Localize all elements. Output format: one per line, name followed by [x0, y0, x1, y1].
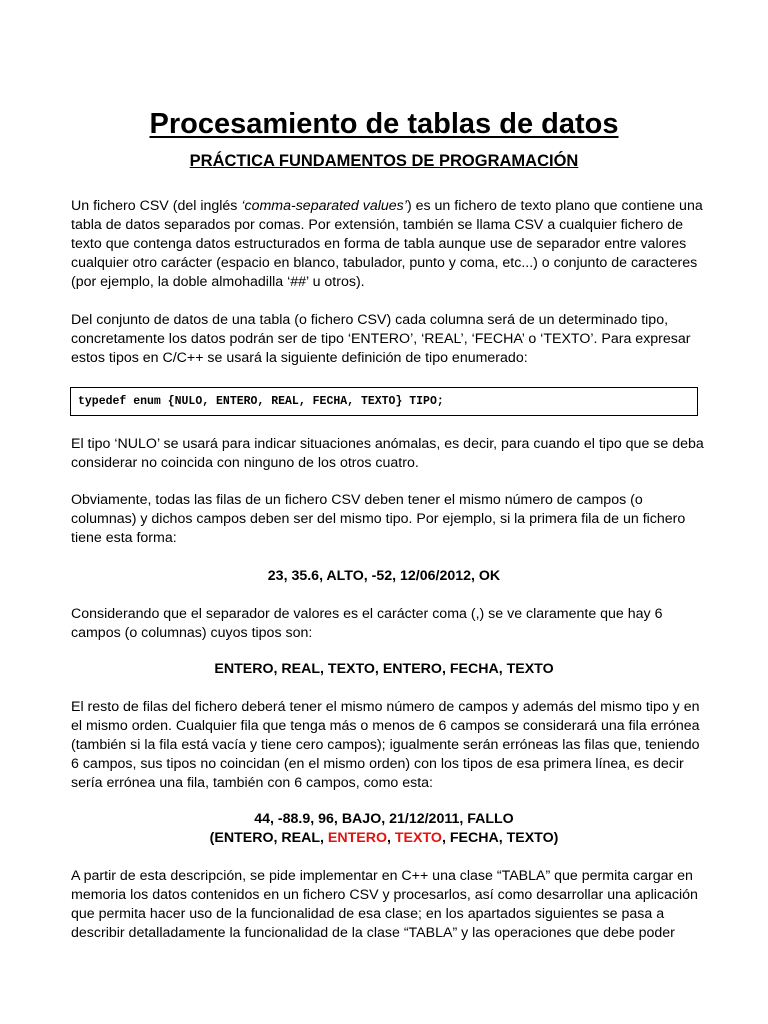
- error-row-example: 44, -88.9, 96, BAJO, 21/12/2011, FALLO: [254, 811, 514, 827]
- highlighted-type: ENTERO: [327, 830, 387, 846]
- example-row: 23, 35.6, ALTO, -52, 12/06/2012, OK: [267, 568, 501, 584]
- paragraph-column-types: Del conjunto de datos de una tabla (o fichero CSV) cada columna será de un determinado tipo, concretamente los datos podrán ser de tipo ‘ENTERO’, ‘REAL’, ‘FECHA’ o ‘TEXTO’. Para expresar estos tipos en C/C++ se usará la siguiente definición de tipo enumerado:: [71, 312, 691, 366]
- error-row-types: [0, 829, 768, 848]
- paragraph-text: ) es un fichero de texto plano que contiene una tabla de datos separados por comas. Por extensión, también se llama CSV a cualquier fichero de texto que contenga datos estructurados en forma de tabla aunque use de separador entre valores cualquier otro carácter (espacio en blanco, tabulador, punto y coma, etc...) o conjunto de caracteres (por ejemplo, la doble almohadilla ‘##’ u otros).: [71, 198, 703, 290]
- paragraph-nulo-type: El tipo ‘NULO’ se usará para indicar situaciones anómalas, es decir, para cuando el tipo que se deba considerar no coincida con ninguno de los otros cuatro.: [71, 436, 704, 471]
- types-text: (ENTERO, REAL,: [209, 830, 328, 846]
- emphasis-text: ‘comma-separated values’: [241, 198, 407, 214]
- paragraph-rows-fields: Obviamente, todas las filas de un fichero CSV deben tener el mismo número de campos (o columnas) y dichos campos deben ser del mismo tipo. Por ejemplo, si la primera fila de un fichero tiene esta forma:: [71, 492, 686, 546]
- paragraph-task-description: A partir de esta descripción, se pide implementar en C++ una clase “TABLA” que permita cargar en memoria los datos contenidos en un fichero CSV y procesarlos, así como desarrollar una aplicación que permita hacer uso de la funcionalidad de esa clase; en los apartados siguientes se pasa a describir detalladamente la funcionalidad de la clase “TABLA” y las operaciones que debe poder: [71, 868, 698, 941]
- paragraph-csv-definition: [71, 197, 711, 292]
- code-block: typedef enum {NULO, ENTERO, REAL, FECHA, TEXTO} TIPO;: [70, 387, 698, 416]
- paragraph-row-rules: El resto de filas del fichero deberá tener el mismo número de campos y además del mismo tipo y en el mismo orden. Cualquier fila que tenga más o menos de 6 campos se considerará una fila errónea (también si la fila está vacía y tiene cero campos); igualmente serán erróneas las filas que, teniendo 6 campos, sus tipos no coincidan (en el mismo orden) con los tipos de esa primera línea, es decir sería errónea una fila, también con 6 campos, como esta:: [71, 699, 700, 791]
- document-title: Procesamiento de tablas de datos: [149, 108, 619, 140]
- example-types: ENTERO, REAL, TEXTO, ENTERO, FECHA, TEXTO: [214, 661, 554, 677]
- highlighted-type: TEXTO: [394, 830, 442, 846]
- document-subtitle: PRÁCTICA FUNDAMENTOS DE PROGRAMACIÓN: [189, 152, 579, 170]
- paragraph-separator: Considerando que el separador de valores es el carácter coma (,) se ve claramente que hay 6 campos (o columnas) cuyos tipos son:: [71, 606, 663, 641]
- paragraph-text: Un fichero CSV (del inglés: [71, 198, 242, 214]
- types-text: ,: [387, 830, 395, 846]
- types-text: , FECHA, TEXTO): [441, 830, 559, 846]
